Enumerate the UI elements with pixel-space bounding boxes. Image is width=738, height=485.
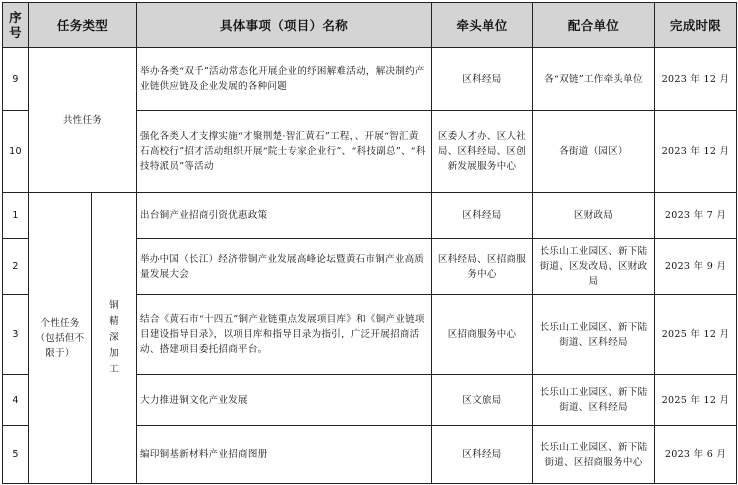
- row-coop: 区财政局: [533, 193, 655, 239]
- task-table: [2, 2, 737, 484]
- row-seq: 1: [3, 193, 29, 239]
- row-item: 出台铜产业招商引资优惠政策: [137, 193, 432, 239]
- row-coop: 各“双链”工作牵头单位: [533, 48, 655, 111]
- row-time: 2025 年 12 月: [655, 295, 737, 375]
- header-item: 具体事项（项目）名称: [137, 3, 432, 48]
- row-item: 结合《黄石市“十四五”铜产业链重点发展项目库》和《铜产业链项目建设指导目录》，以项目库和指导目录为指引，广泛开展招商活动、搭建项目委托招商平台。: [137, 295, 432, 375]
- row-time: 2025 年 12 月: [655, 375, 737, 426]
- row-seq: 3: [3, 295, 29, 375]
- header-seq: 序号: [3, 3, 29, 48]
- row-time: 2023 年 7 月: [655, 193, 737, 239]
- row-lead: 区科经局: [432, 426, 533, 484]
- header-time: 完成时限: [655, 3, 737, 48]
- row-seq: 5: [3, 426, 29, 484]
- row-seq: 10: [3, 111, 29, 193]
- header-lead: 牵头单位: [432, 3, 533, 48]
- row-lead: 区科经局: [432, 48, 533, 111]
- row-coop: 长乐山工业园区、新下陆街道、区招商服务中心: [533, 426, 655, 484]
- table-row: [3, 48, 737, 111]
- row-time: 2023 年 12 月: [655, 48, 737, 111]
- row-seq: 4: [3, 375, 29, 426]
- row-lead: 区科经局、区招商服务中心: [432, 239, 533, 295]
- row-lead: 区委人才办、区人社局、区科经局、区创新发展服务中心: [432, 111, 533, 193]
- row-lead: 区科经局: [432, 193, 533, 239]
- header-coop: 配合单位: [533, 3, 655, 48]
- group-common: 共性任务: [29, 48, 137, 193]
- row-time: 2023 年 12 月: [655, 111, 737, 193]
- header-type: 任务类型: [29, 3, 137, 48]
- row-coop: 长乐山工业园区、新下陆街道、区科经局: [533, 375, 655, 426]
- row-seq: 9: [3, 48, 29, 111]
- header-row: [3, 3, 737, 48]
- row-item: 编印铜基新材料产业招商图册: [137, 426, 432, 484]
- group-individual: [29, 193, 92, 484]
- row-lead: 区招商服务中心: [432, 295, 533, 375]
- table-row: [3, 193, 737, 239]
- row-coop: 长乐山工业园区、新下陆街道、区科经局: [533, 295, 655, 375]
- row-seq: 2: [3, 239, 29, 295]
- row-coop: 长乐山工业园区、新下陆街道、区发改局、区财政局: [533, 239, 655, 295]
- row-lead: 区文旅局: [432, 375, 533, 426]
- row-item: 强化各类人才支撑实施“才聚荆楚·智汇黄石”工程，、开展“智汇黄石高校行”招才活动组织开展“院士专家企业行”、“科技副总”、“科技特派员”等活动: [137, 111, 432, 193]
- row-time: 2023 年 6 月: [655, 426, 737, 484]
- row-coop: 各街道（园区）: [533, 111, 655, 193]
- group-copper-label: 铜精深加工: [109, 300, 119, 375]
- row-item: 举办中国（长江）经济带铜产业发展高峰论坛暨黄石市铜产业高质量发展大会: [137, 239, 432, 295]
- row-item: 大力推进铜文化产业发展: [137, 375, 432, 426]
- row-time: 2023 年 9 月: [655, 239, 737, 295]
- group-copper: [92, 193, 137, 484]
- group-individual-label: 个性任务（包括但不限于）: [35, 317, 85, 359]
- row-item: 举办各类“双千”活动常态化开展企业的纾困解难活动，解决制约产业链供应链及企业发展的各种问题: [137, 48, 432, 111]
